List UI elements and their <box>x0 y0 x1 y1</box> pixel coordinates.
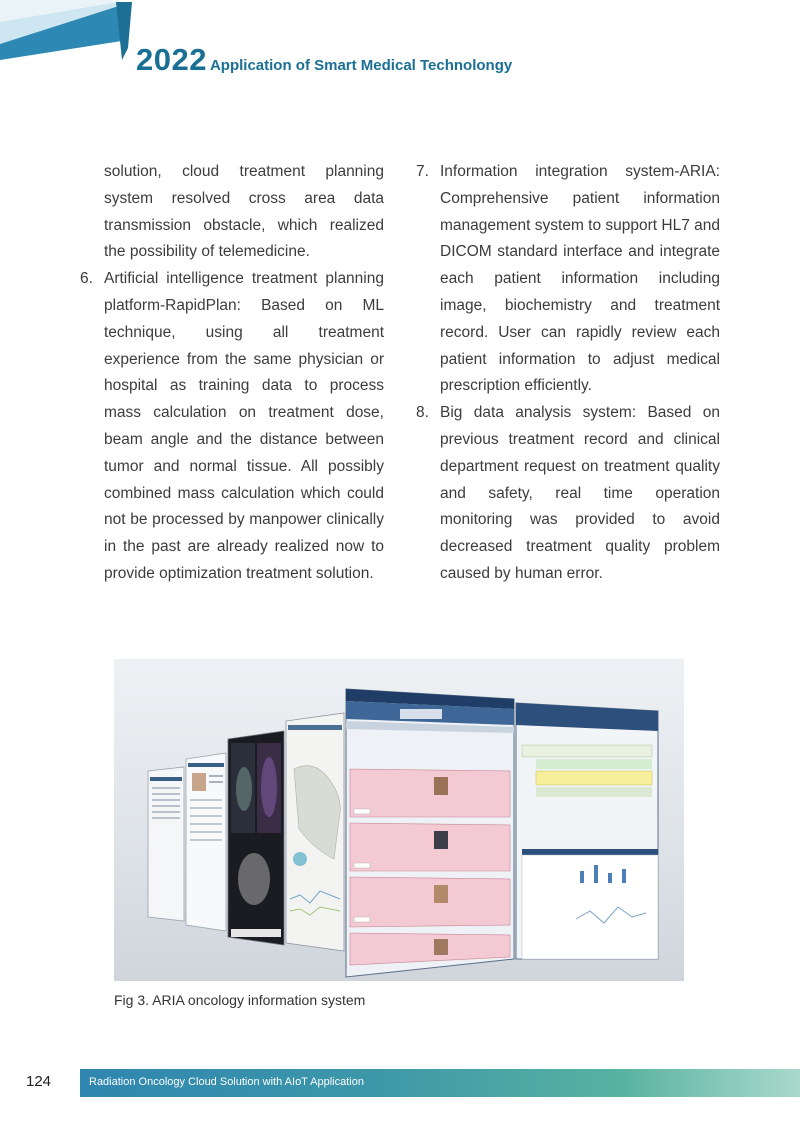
header-year: 2022 <box>136 42 207 77</box>
list-item-text: Big data analysis system: Based on previous treatment record and clinical department request on treatment quality and safety, real time operation monitoring was provided to avoid decreased treatment quality problem caused by human error. <box>440 404 720 582</box>
list-item <box>80 266 384 588</box>
list-item <box>416 400 720 588</box>
right-column <box>416 159 721 588</box>
list-item-number: 8. <box>416 404 429 422</box>
running-title: Radiation Oncology Cloud Solution with AIoT Application <box>89 1076 364 1088</box>
footer-bar <box>80 1069 800 1097</box>
aria-screens-illustration <box>114 659 684 981</box>
page-header-title <box>136 42 512 78</box>
list-item-number: 7. <box>416 163 429 180</box>
list-item-number: 6. <box>80 270 93 288</box>
screen-imaging <box>228 731 284 945</box>
aria-figure <box>114 659 684 981</box>
page-number: 124 <box>26 1073 52 1090</box>
screen-map <box>286 713 344 951</box>
list-item-text: Artificial intelligence treatment planning platform-RapidPlan: Based on ML technique, using all treatment experience from the same physician or hospital as training data to process mass calculation on treatment dose, beam angle and the distance between tumor and normal tissue. All possibly combined mass calculation which could not be processed by manpower clinically in the past are already realized now to provide optimization treatment solution. <box>104 270 384 582</box>
header-decoration <box>0 0 140 80</box>
list-item <box>416 159 721 400</box>
figure-caption: Fig 3. ARIA oncology information system <box>114 992 366 1008</box>
screen-1 <box>148 767 184 921</box>
header-subtitle: Application of Smart Medical Technolongy <box>209 57 513 74</box>
screen-2 <box>186 753 226 931</box>
left-column <box>80 159 384 588</box>
list-item-text: Information integration system-ARIA: Comprehensive patient information management system to support HL7 and DICOM standard interface and integrate each patient information including image, biochemistry and treatment record. User can rapidly review each patient information to adjust medical prescription efficiently. <box>440 163 721 395</box>
screen-aria-right <box>516 703 658 959</box>
screen-aria-main <box>346 689 514 977</box>
intro-paragraph: solution, cloud treatment planning system resolved cross area data transmission obstacle, which realized the possibility of telemedicine. <box>104 163 384 261</box>
